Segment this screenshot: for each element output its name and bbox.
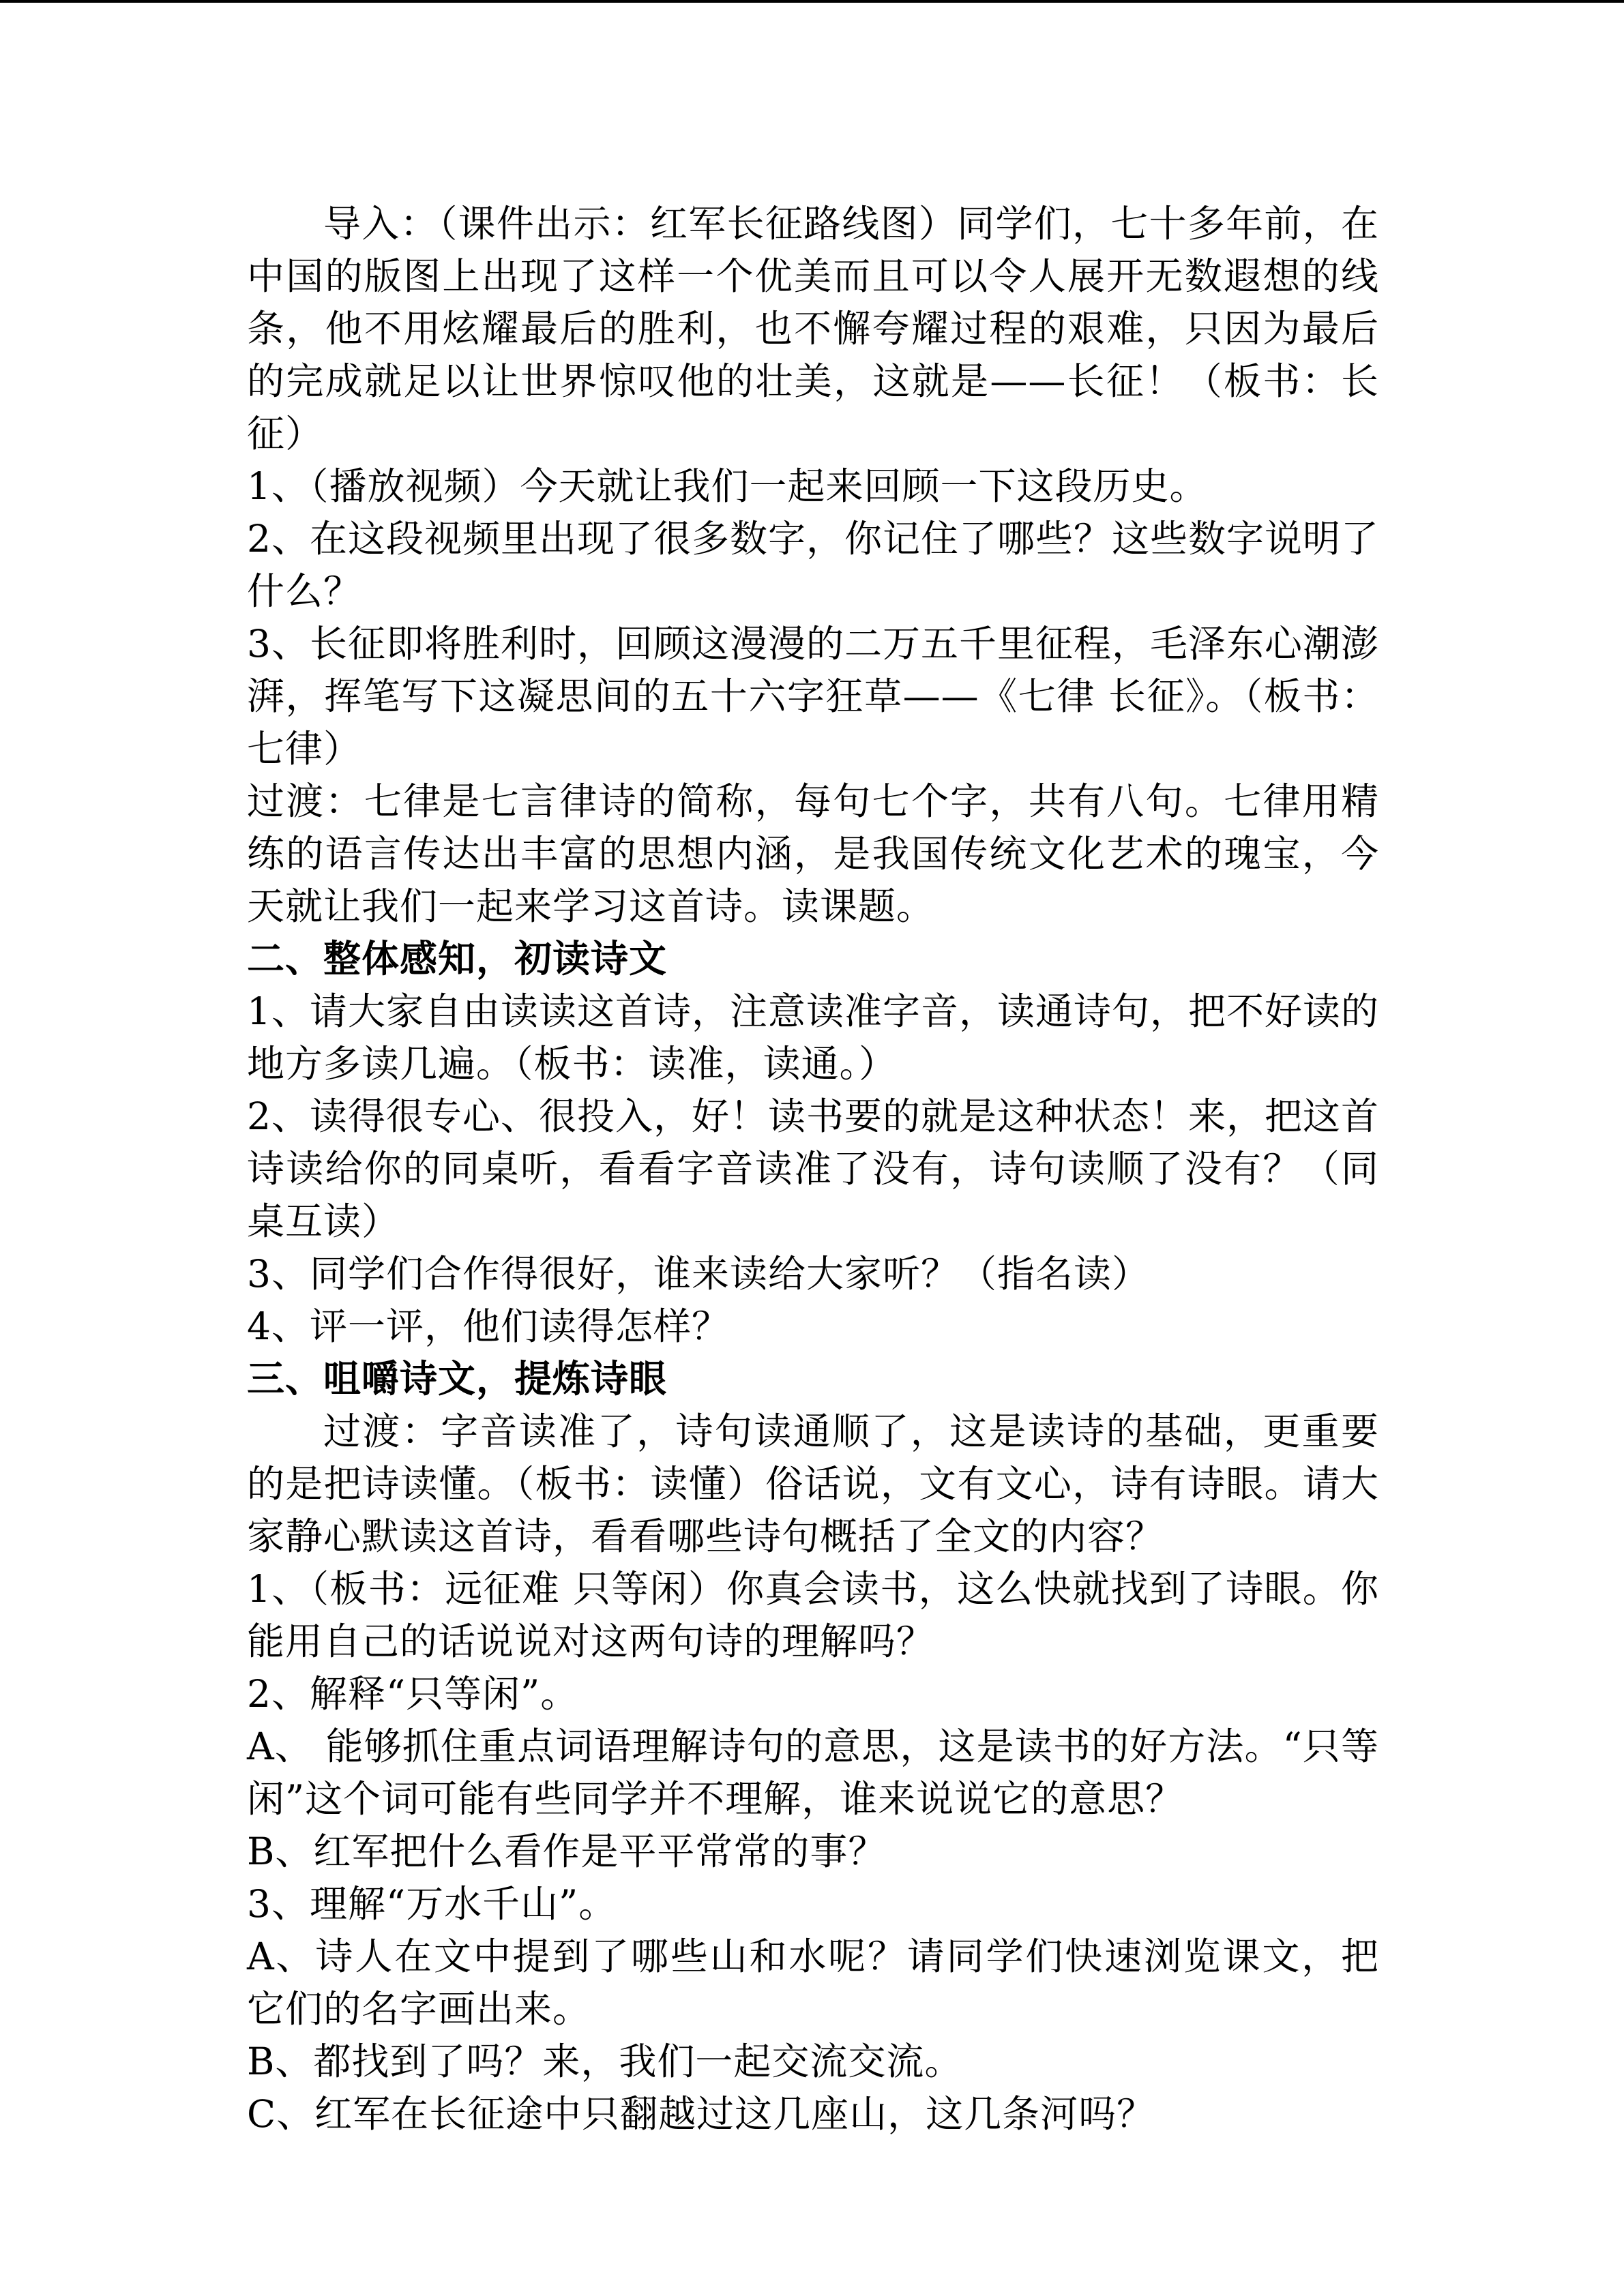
intro-paragraph: 导入：（课件出示：红军长征路线图）同学们，七十多年前，在中国的版图上出现了这样一个优美而且可以令人展开无数遐想的线条，他不用炫耀最后的胜利，也不懈夸耀过程的艰难，只因为最后的完成就足以让世界惊叹他的壮美，这就是——长征！（板书：长征）	[247, 202, 1379, 456]
section-2-item-3: 3、同学们合作得很好，谁来读给大家听？（指名读）	[247, 1252, 1150, 1296]
section-3-item-1: 1、（板书：远征难 只等闲）你真会读书，这么快就找到了诗眼。你能用自己的话说说对这两句诗的理解吗？	[247, 1567, 1379, 1663]
section-2-item-2: 2、读得很专心、很投入，好！读书要的就是这种状态！来，把这首诗读给你的同桌听，看看字音读准了没有，诗句读顺了没有？（同桌互读）	[247, 1094, 1379, 1243]
step-3-paragraph: 3、长征即将胜利时，回顾这漫漫的二万五千里征程，毛泽东心潮澎湃，挥笔写下这凝思间的五十六字狂草——《七律 长征》。（板书：七律）	[247, 622, 1379, 771]
section-3-transition: 过渡：字音读准了，诗句读通顺了，这是读诗的基础，更重要的是把诗读懂。（板书：读懂）俗话说，文有文心，诗有诗眼。请大家静心默读这首诗，看看哪些诗句概括了全文的内容？	[247, 1410, 1379, 1558]
section-heading-3: 三、咀嚼诗文，提炼诗眼	[247, 1357, 668, 1401]
section-2-item-1: 1、请大家自由读读这首诗，注意读准字音，读通诗句，把不好读的地方多读几遍。（板书：读准，读通。）	[247, 989, 1379, 1086]
step-2-paragraph: 2、在这段视频里出现了很多数字，你记住了哪些？这些数字说明了什么？	[247, 517, 1379, 613]
document-body	[247, 198, 1379, 2141]
section-3-item-2b: B、红军把什么看作是平平常常的事？	[247, 1830, 887, 1873]
transition-paragraph: 过渡：七律是七言律诗的简称，每句七个字，共有八句。七律用精练的语言传达出丰富的思想内涵，是我国传统文化艺术的瑰宝，今天就让我们一起来学习这首诗。读课题。	[247, 779, 1379, 928]
section-3-item-2a: A、 能够抓住重点词语理解诗句的意思，这是读书的好方法。“只等闲”这个词可能有些同学并不理解，谁来说说它的意思？	[247, 1725, 1379, 1821]
section-3-item-3: 3、理解“万水千山”。	[247, 1882, 617, 1926]
page-top-border	[0, 0, 1624, 3]
section-3-item-2: 2、解释“只等闲”。	[247, 1672, 579, 1716]
section-3-item-3b: B、都找到了吗？来，我们一起交流交流。	[247, 2040, 963, 2083]
section-3-item-3c: C、红军在长征途中只翻越过这几座山，这几条河吗？	[247, 2092, 1155, 2136]
section-heading-2: 二、整体感知，初读诗文	[247, 937, 668, 981]
step-1-paragraph: 1、（播放视频）今天就让我们一起来回顾一下这段历史。	[247, 464, 1208, 508]
section-3-item-3a: A、诗人在文中提到了哪些山和水呢？请同学们快速浏览课文，把它们的名字画出来。	[247, 1935, 1379, 2031]
section-2-item-4: 4、评一评，他们读得怎样？	[247, 1304, 730, 1348]
